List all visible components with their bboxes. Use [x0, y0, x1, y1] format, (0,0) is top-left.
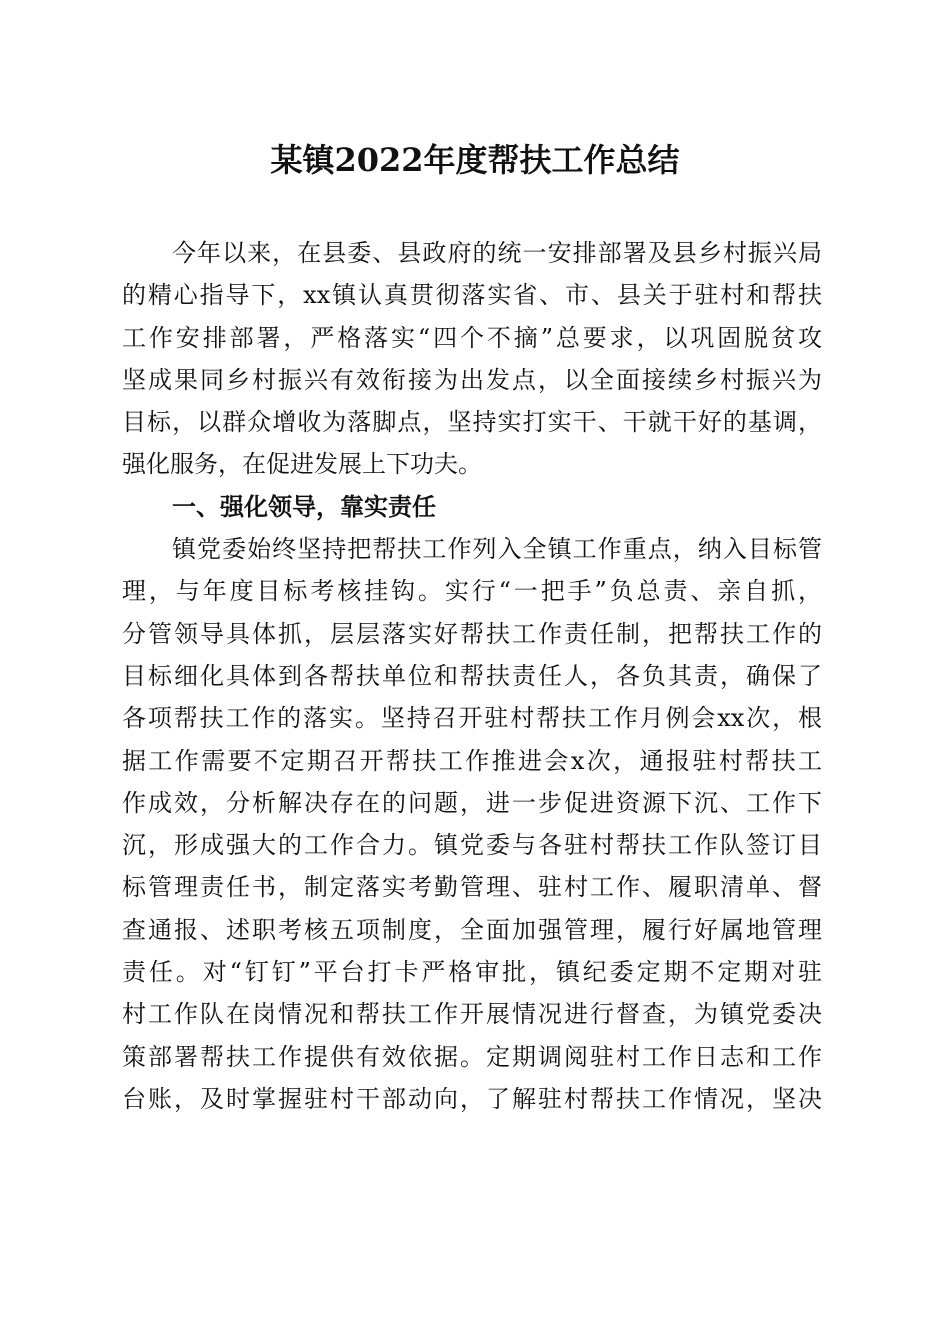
text-line: 标管理责任书，制定落实考勤管理、驻村工作、履职清单、督 [122, 873, 822, 902]
text-line: 坚成果同乡村振兴有效衔接为出发点，以全面接续乡村振兴为 [122, 365, 822, 394]
text-line: 分管领导具体抓，层层落实好帮扶工作责任制，把帮扶工作的 [122, 619, 822, 648]
text-line: 据工作需要不定期召开帮扶工作推进会x次，通报驻村帮扶工 [122, 746, 822, 775]
text-line: 理，与年度目标考核挂钩。实行“一把手”负总责、亲自抓， [122, 577, 822, 606]
text-line: 目标，以群众增收为落脚点，坚持实打实干、干就干好的基调， [122, 408, 822, 437]
text-line: 工作安排部署，严格落实“四个不摘”总要求，以巩固脱贫攻 [122, 323, 822, 352]
document-body [122, 232, 822, 1120]
text-line: 台账，及时掌握驻村干部动向，了解驻村帮扶工作情况，坚决 [122, 1084, 822, 1113]
text-line: 责任。对“钉钉”平台打卡严格审批，镇纪委定期不定期对驻 [122, 958, 822, 987]
text-line: 策部署帮扶工作提供有效依据。定期调阅驻村工作日志和工作 [122, 1042, 822, 1071]
text-line: 目标细化具体到各帮扶单位和帮扶责任人，各负其责，确保了 [122, 661, 822, 690]
text-line: 强化服务，在促进发展上下功夫。 [122, 450, 482, 479]
document-title: 某镇2022年度帮扶工作总结 [270, 141, 680, 179]
text-line: 的精心指导下，xx镇认真贯彻落实省、市、县关于驻村和帮扶 [122, 281, 822, 310]
text-line: 沉，形成强大的工作合力。镇党委与各驻村帮扶工作队签订目 [122, 831, 822, 860]
text-line: 村工作队在岗情况和帮扶工作开展情况进行督查，为镇党委决 [122, 1000, 822, 1029]
text-line: 镇党委始终坚持把帮扶工作列入全镇工作重点，纳入目标管 [172, 535, 822, 564]
paragraph [122, 528, 822, 1120]
paragraph [122, 232, 822, 486]
text-line: 一、强化领导，靠实责任 [172, 491, 436, 521]
section-heading [122, 486, 822, 528]
text-line: 作成效，分析解决存在的问题，进一步促进资源下沉、工作下 [122, 788, 822, 817]
text-line: 查通报、述职考核五项制度，全面加强管理，履行好属地管理 [122, 915, 822, 944]
text-line: 各项帮扶工作的落实。坚持召开驻村帮扶工作月例会xx次，根 [122, 704, 822, 733]
text-line: 今年以来，在县委、县政府的统一安排部署及县乡村振兴局 [172, 239, 822, 267]
